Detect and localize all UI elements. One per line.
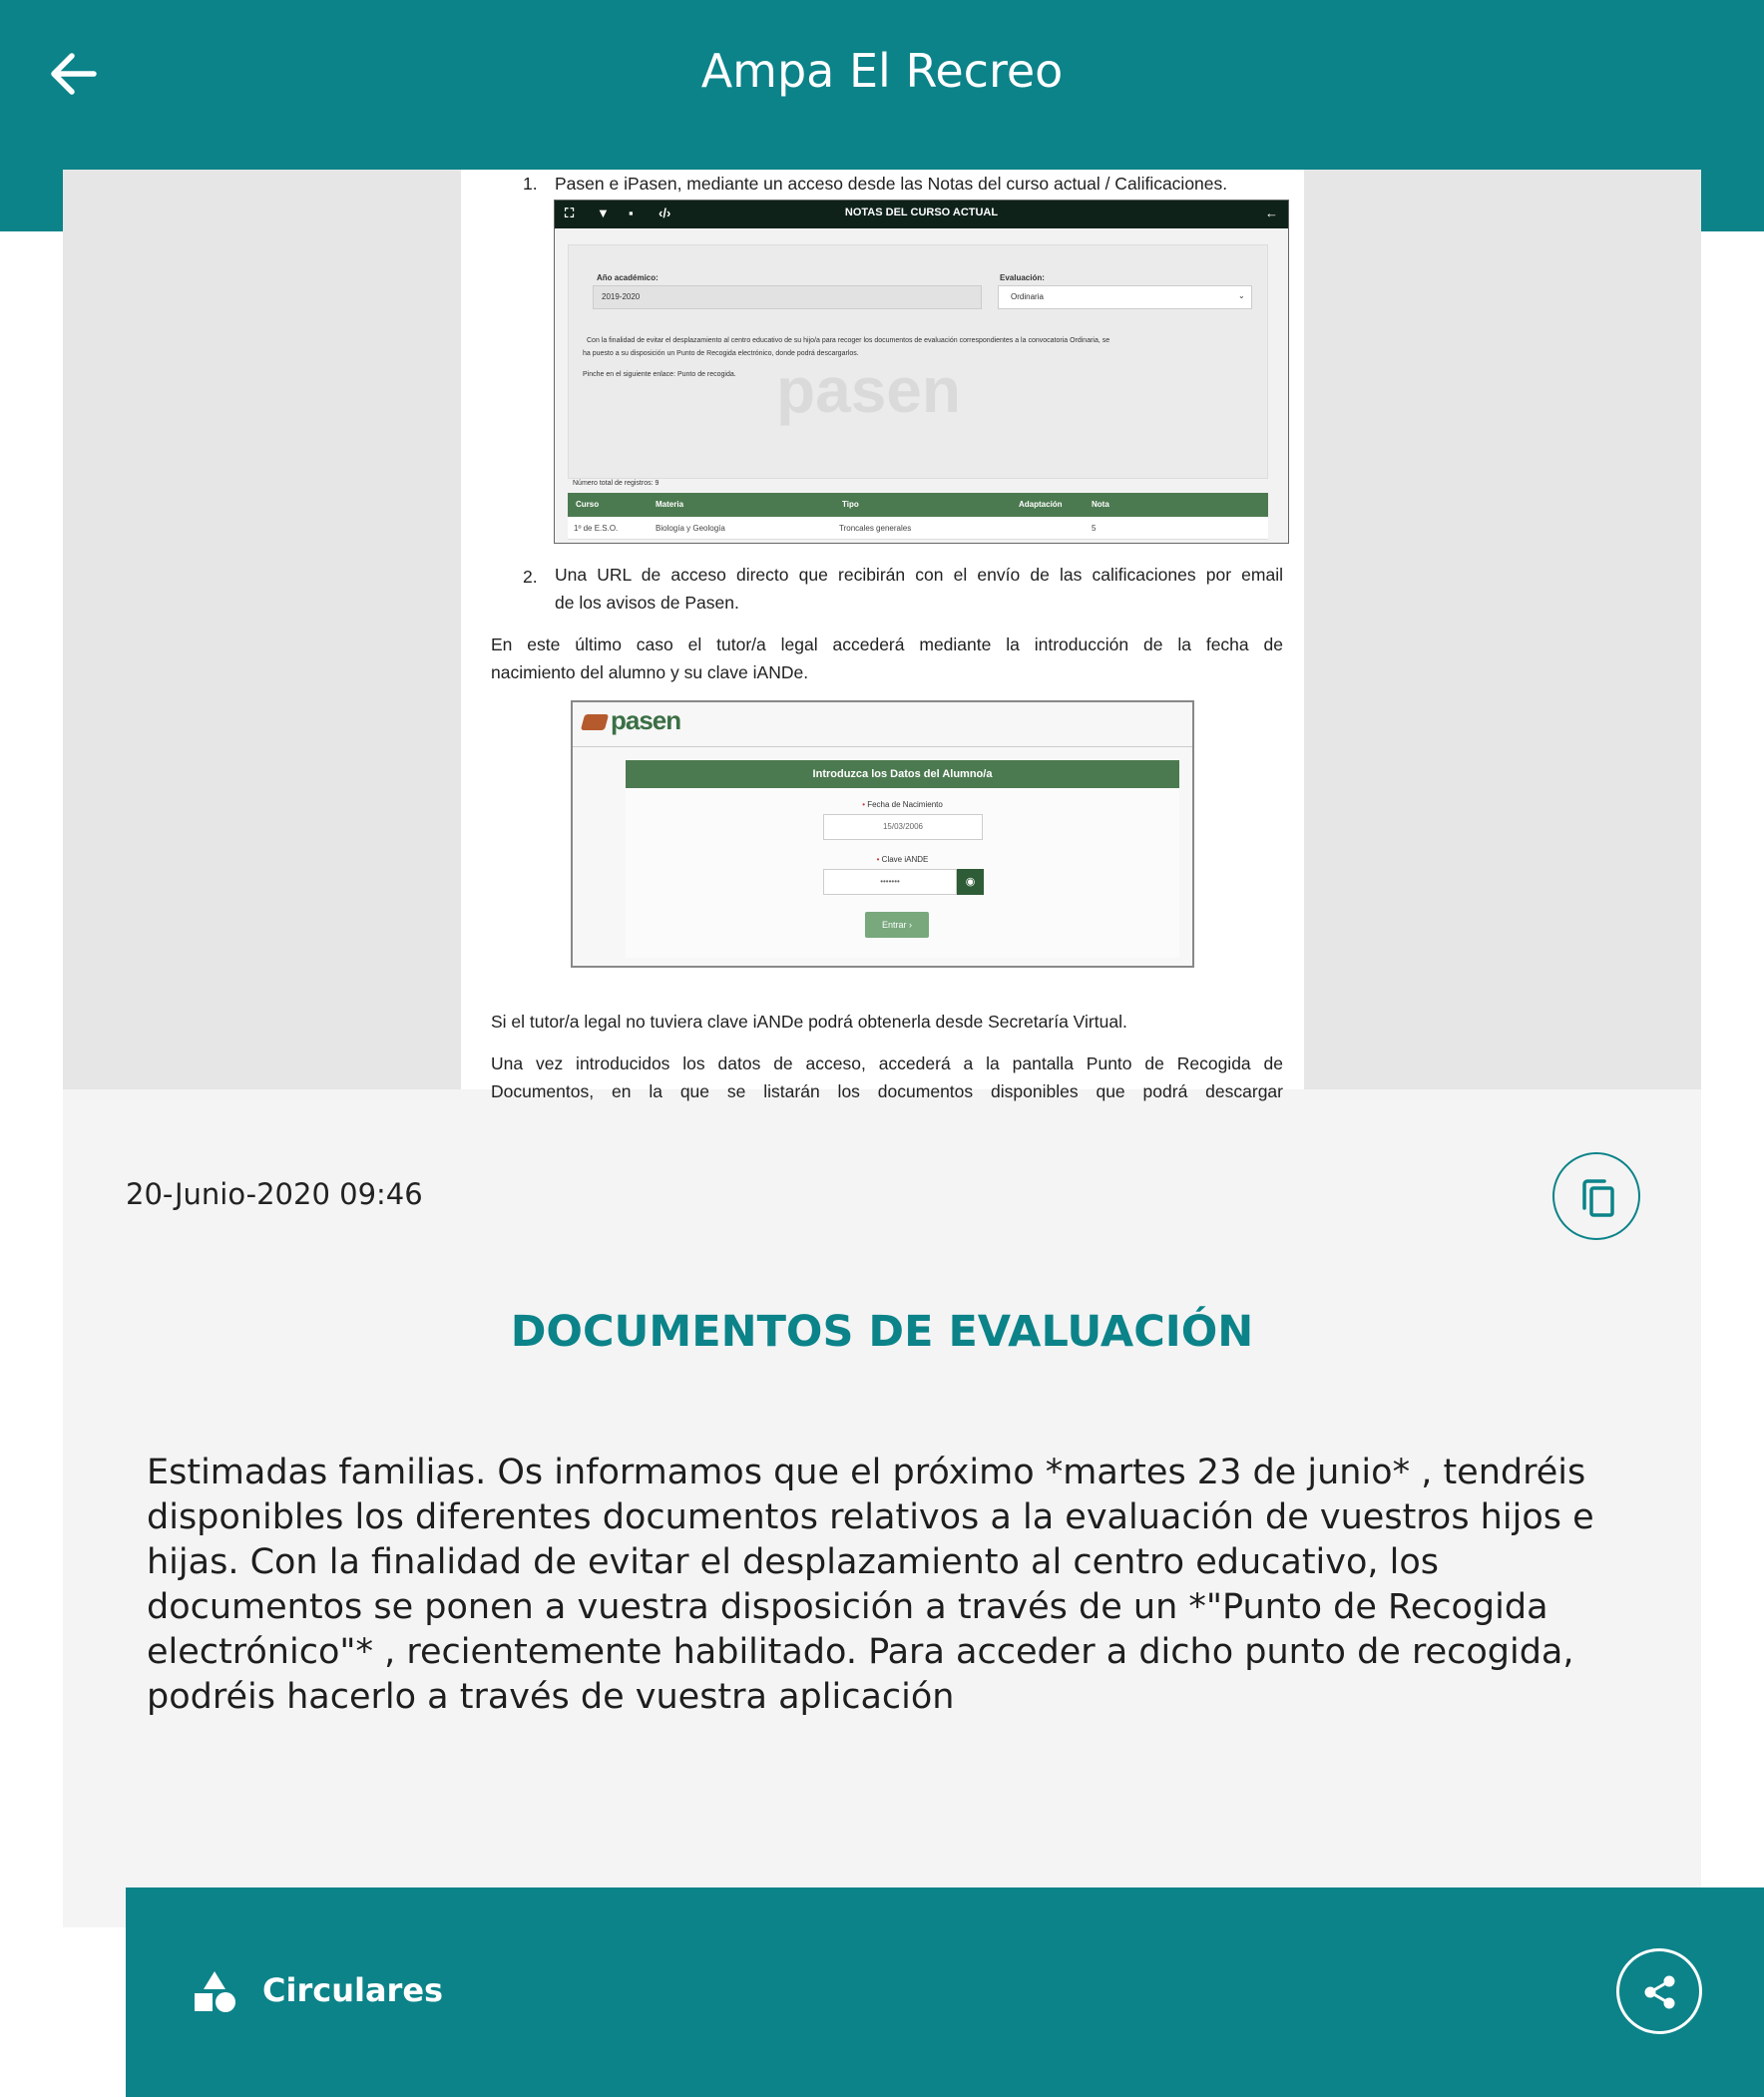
post-title: DOCUMENTOS DE EVALUACIÓN (510, 1307, 1254, 1357)
category-label[interactable]: Circulares (262, 1971, 444, 2009)
col-nota: Nota (1092, 500, 1109, 509)
share-button[interactable] (1616, 1948, 1702, 2034)
pasen-logo (583, 705, 680, 736)
grades-toolbar (555, 201, 1288, 228)
info-line-1: Con la finalidad de evitar el desplazamiento al centro educativo de su hijo/a para recoger los documentos de evaluación correspondientes a la convocatoria Ordinaria, se (587, 337, 1110, 344)
total-records: Número total de registros: 9 (573, 480, 660, 487)
cell-materia: Biología y Geología (656, 524, 725, 533)
eval-value: Ordinaria (1011, 292, 1044, 301)
doc-para2: Si el tutor/a legal no tuviera clave iANDe podrá obtenerla desde Secretaría Virtual. (491, 1012, 1127, 1032)
col-curso: Curso (576, 500, 600, 509)
shapes-icon (193, 1969, 236, 2013)
year-label: Año académico: (597, 273, 659, 282)
book-icon (581, 714, 609, 730)
document-icon: ▪ (629, 206, 634, 220)
doc-item2-line1: Una URL de acceso directo que recibirán con el envío de las calificaciones por email (555, 565, 1283, 585)
cell-curso: 1º de E.S.O. (574, 524, 619, 533)
grades-toolbar-title: NOTAS DEL CURSO ACTUAL (844, 207, 999, 218)
post-card (63, 170, 1701, 2009)
pasen-logo-text: pasen (611, 705, 681, 735)
expand-icon: ⛶ (565, 206, 575, 220)
grades-screenshot (554, 200, 1289, 544)
arrow-back-icon: ← (1265, 206, 1278, 220)
post-image[interactable] (63, 170, 1701, 1101)
col-materia: Materia (656, 500, 684, 509)
bottom-bar (126, 1887, 1764, 2097)
code-icon: ‹/› (659, 206, 671, 220)
doc-para3-line2: Documentos, en la que se listarán los documentos disponibles que podrá descargar (491, 1081, 1283, 1101)
share-icon (1640, 1972, 1680, 2012)
chevron-down-icon: ⌄ (1238, 291, 1245, 300)
doc-item1-text: Pasen e iPasen, mediante un acceso desde las Notas del curso actual / Calificaciones. (555, 174, 1228, 194)
info-line-2: ha puesto a su disposición un Punto de Recogida electrónico, donde podrá descargarlos. (583, 350, 859, 357)
doc-item2-line2: de los avisos de Pasen. (555, 593, 739, 613)
enter-button-image: Entrar › (865, 912, 929, 938)
filter-icon: ▼ (597, 206, 610, 220)
copy-icon (1576, 1176, 1620, 1220)
info-line-3: Pinche en el siguiente enlace: Punto de recogida. (583, 371, 736, 378)
document-page (461, 170, 1304, 1101)
table-row (568, 518, 1268, 540)
list-number: 1. (523, 174, 538, 194)
pasen-watermark: pasen (776, 354, 961, 426)
divider (573, 746, 1192, 747)
doc-para3-line1: Una vez introducidos los datos de acceso, accederá a la pantalla Punto de Recogida de (491, 1053, 1283, 1073)
doc-para1-line2: nacimiento del alumno y su clave iANDe. (491, 662, 809, 682)
list-number: 2. (523, 567, 538, 587)
col-tipo: Tipo (842, 500, 859, 509)
grades-table-header (568, 493, 1268, 517)
cell-nota: 5 (1092, 524, 1097, 533)
grades-panel (568, 244, 1268, 479)
year-value: 2019-2020 (602, 292, 641, 301)
eval-label: Evaluación: (1000, 273, 1045, 282)
copy-button[interactable] (1552, 1152, 1640, 1240)
doc-para1-line1: En este último caso el tutor/a legal accederá mediante la introducción de la fecha de (491, 634, 1283, 654)
key-field: ••••••• (823, 869, 957, 895)
year-field (593, 285, 982, 309)
login-form-title: Introduzca los Datos del Alumno/a (626, 760, 1179, 788)
login-screenshot (571, 700, 1194, 968)
post-body: Estimadas familias. Os informamos que el próximo *martes 23 de junio* , tendréis disponibles los diferentes documentos relativos a la evaluación de vuestros hijos e hijas. Con la finalidad de evitar el desplazamiento al centro educativo, los documentos se ponen a vuestra disposición a través de un *"Punto de Recogida electrónico"* , recientemente habilitado. Para acceder a dicho punto de recogida, podréis hacerlo a través de vuestra aplicación (147, 1453, 1594, 1717)
eval-select (998, 285, 1252, 309)
birth-date-field: 15/03/2006 (823, 814, 983, 840)
eye-icon: ◉ (957, 869, 984, 895)
cell-tipo: Troncales generales (839, 524, 912, 533)
post-date: 20-Junio-2020 09:46 (126, 1177, 423, 1211)
key-label: • Clave iANDE (876, 855, 929, 864)
login-form (626, 788, 1179, 958)
app-title: Ampa El Recreo (700, 44, 1064, 98)
birth-label: • Fecha de Nacimiento (862, 800, 943, 809)
col-adaptacion: Adaptación (1019, 500, 1063, 509)
